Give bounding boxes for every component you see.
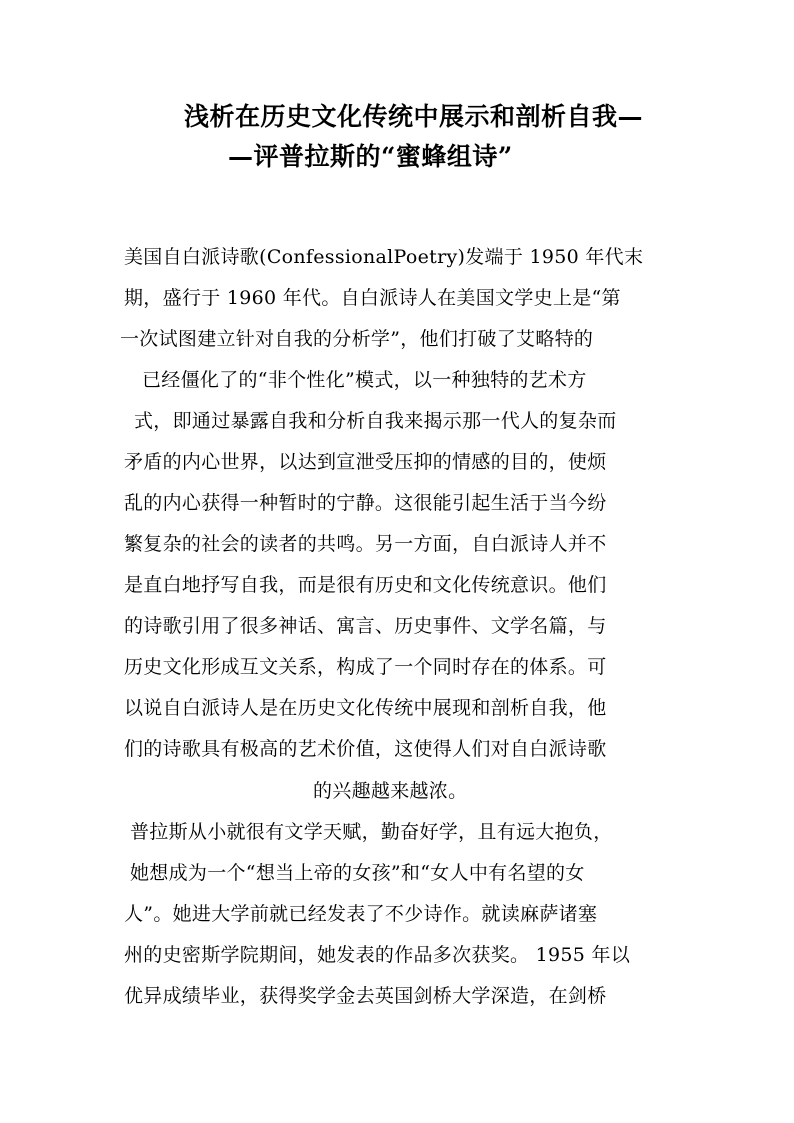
title-line-2: —评普拉斯的“蜜蜂组诗” — [228, 142, 513, 171]
text-line: 普拉斯从小就很有文学天赋，勤奋好学，且有远大抱负， — [130, 821, 613, 843]
text-line: 的诗歌引用了很多神话、寓言、历史事件、文学名篇，与 — [124, 615, 607, 637]
title-line-1: 浅析在历史文化传统中展示和剖析自我— — [184, 102, 644, 131]
text-line: 乱的内心获得一种暂时的宁静。这很能引起生活于当今纷 — [124, 492, 607, 514]
text-line: 们的诗歌具有极高的艺术价值，这使得人们对自白派诗歌 — [124, 738, 607, 760]
text-line: 她想成为一个“想当上帝的女孩”和“女人中有名望的女 — [130, 862, 585, 884]
text-line: 已经僵化了的“非个性化”模式，以一种独特的艺术方 — [142, 369, 587, 391]
text-line: 以说自白派诗人是在历史文化传统中展现和剖析自我，他 — [124, 697, 607, 719]
text-line: 是直白地抒写自我，而是很有历史和文化传统意识。他们 — [124, 574, 607, 596]
text-line: 的兴趣越来越浓。 — [313, 780, 468, 802]
text-line: 美国自白派诗歌(ConfessionalPoetry)发端于 1950 年代末 — [124, 246, 644, 268]
text-line: 历史文化形成互文关系，构成了一个同时存在的体系。可 — [124, 656, 607, 678]
text-line: 优异成绩毕业，获得奖学金去英国剑桥大学深造，在剑桥 — [124, 985, 607, 1007]
text-line: 期，盛行于 1960 年代。自白派诗人在美国文学史上是“第 — [124, 287, 621, 309]
text-line: 一次试图建立针对自我的分析学”，他们打破了艾略特的 — [120, 328, 594, 350]
text-line: 矛盾的内心世界，以达到宣泄受压抑的情感的目的，使烦 — [124, 451, 607, 473]
text-line: 州的史密斯学院期间，她发表的作品多次获奖。 1955 年以 — [124, 944, 631, 966]
text-line: 式，即通过暴露自我和分析自我来揭示那一代人的复杂而 — [134, 410, 617, 432]
text-line: 人”。她进大学前就已经发表了不少诗作。就读麻萨诸塞 — [124, 903, 598, 925]
text-line: 繁复杂的社会的读者的共鸣。另一方面，自白派诗人并不 — [124, 533, 607, 555]
